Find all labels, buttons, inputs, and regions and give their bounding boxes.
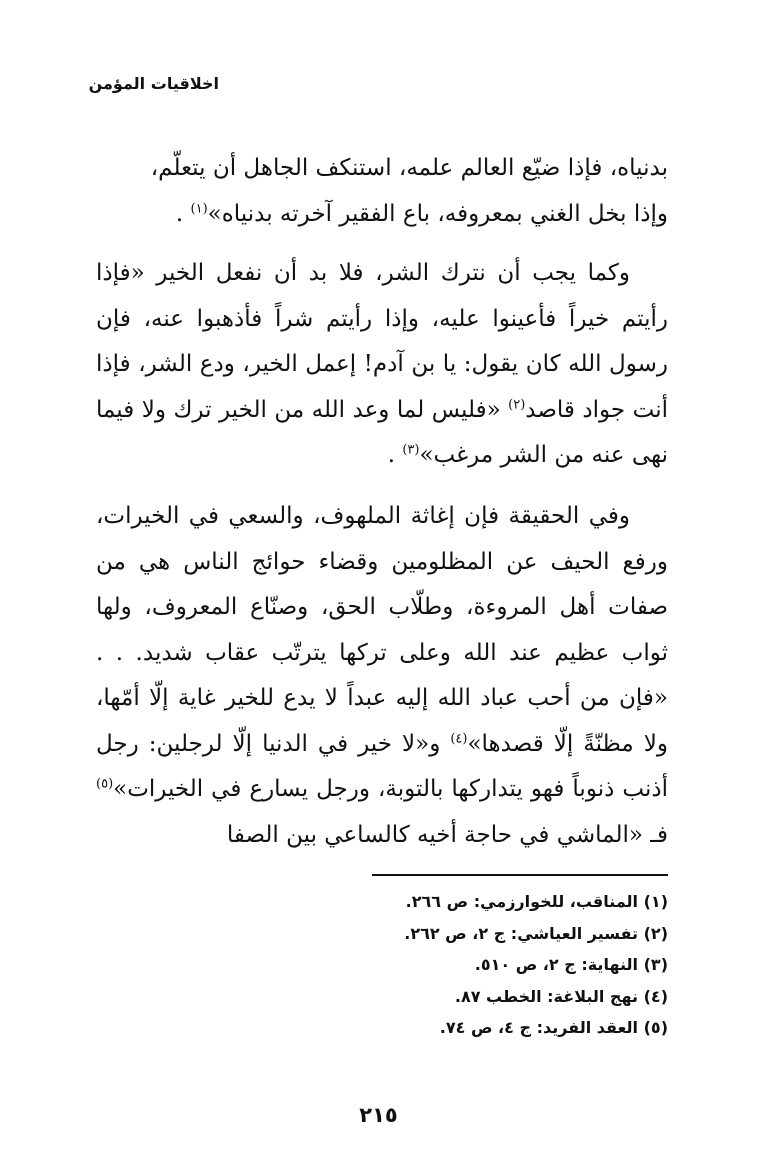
footnote-ref-3[interactable]: (٣) (402, 442, 420, 458)
page-number: ٢١٥ (359, 1103, 398, 1127)
paragraph-3-text-a: وفي الحقيقة فإن إغاثة الملهوف، والسعي في الخيرات، ورفع الحيف عن المظلومين وقضاء حوائج الناس هي من صفات أهل المروءة، وطلّاب الحق، وصنّاع المعروف، ولها ثواب عظيم عند الله وعلى تركها يترتّب عقاب شديد. . . «فإن من أحب عباد الله إليه عبداً لا يدع للخير غاية إلّا أمّها، ولا مظنّةً إلّا قصدها» (96, 503, 668, 757)
paragraph-1 (96, 146, 668, 237)
footnote-1: (١) المناقب، للخوارزمي: ص ٢٦٦. (405, 892, 668, 911)
footnote-5: (٥) العقد الفريد: ج ٤، ص ٧٤. (439, 1018, 668, 1037)
paragraph-2-text-a: وكما يجب أن نترك الشر، فلا بد أن نفعل الخير «فإذا رأيتم خيراً فأعينوا عليه، وإذا رأيتم شراً فأذهبوا عنه، فإن رسول الله كان يقول: يا بن آدم! إعمل الخير، ودع الشر، فإذا أنت جواد قاصد (96, 260, 668, 423)
paragraph-1-tail: . (175, 200, 191, 227)
paragraph-2-tail: . (387, 442, 403, 468)
paragraph-2-text-b: «فليس لما وعد الله من الخير ترك ولا فيما نهى عنه من الشر مرغب» (96, 396, 668, 468)
paragraph-2 (96, 251, 668, 479)
footnote-ref-2[interactable]: (٢) (508, 396, 526, 412)
footnote-ref-1[interactable]: (١) (190, 200, 208, 216)
footnote-ref-5[interactable]: (٥) (96, 776, 114, 792)
footnote-3: (٣) النهاية: ج ٢، ص ٥١٠. (474, 955, 668, 974)
footnote-2: (٢) تفسير العياشي: ج ٢، ص ٢٦٢. (404, 923, 668, 943)
footnote-ref-4[interactable]: (٤) (450, 730, 468, 746)
paragraph-3-text-c: فـ «الماشي في حاجة أخيه كالساعي بين الصفا (226, 821, 668, 848)
paragraph-1-line-1: بدنياه، فإذا ضيّع العالم علمه، استنكف الجاهل أن يتعلّم، (150, 155, 668, 181)
footnotes-list (280, 886, 668, 1044)
paragraph-3 (96, 494, 668, 858)
paragraph-3-text-b: و«لا خير في الدنيا إلّا لرجلين: رجل أذنب ذنوباً فهو يتداركها بالتوبة، ورجل يسارع في الخيرات» (96, 730, 668, 802)
paragraph-1-line-2: وإذا بخل الغني بمعروفه، باع الفقير آخرته بدنياه» (207, 200, 668, 227)
running-header: اخلاقيات المؤمن (88, 74, 219, 93)
footnote-divider (372, 874, 668, 876)
footnote-4: (٤) نهج البلاغة: الخطب ٨٧. (454, 986, 668, 1006)
